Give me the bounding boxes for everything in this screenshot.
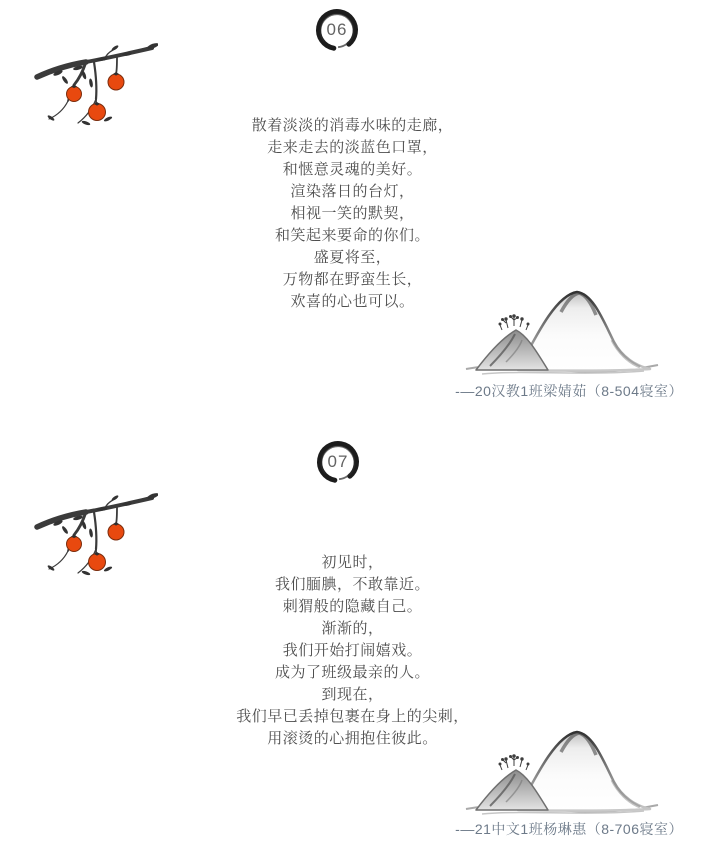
ink-mountain-icon bbox=[462, 710, 662, 816]
poem-line: 我们开始打闹嬉戏。 bbox=[282, 642, 423, 659]
poem-line: 渲染落日的台灯， bbox=[290, 183, 415, 200]
poem-line: 我们腼腆，不敢靠近。 bbox=[274, 576, 430, 593]
poem-line: 欢喜的心也可以。 bbox=[290, 293, 415, 310]
attribution: -—21中文1班杨琳惠（8-706寝室） bbox=[455, 821, 683, 837]
poem-line: 散着淡淡的消毒水味的走廊， bbox=[251, 117, 454, 134]
poem-line: 盛夏将至， bbox=[313, 249, 392, 266]
poem-line: 和惬意灵魂的美好。 bbox=[282, 161, 423, 178]
poem-line: 渐渐的， bbox=[321, 620, 384, 637]
poem-line: 走来走去的淡蓝色口罩， bbox=[267, 139, 438, 156]
poem-line: 成为了班级最亲的人。 bbox=[274, 664, 430, 681]
poem-line: 到现在， bbox=[321, 686, 384, 703]
poem-line: 刺猬般的隐藏自己。 bbox=[282, 598, 423, 615]
section-number: 07 bbox=[327, 452, 349, 471]
poem-section-07 bbox=[0, 422, 705, 845]
ink-mountain-icon bbox=[462, 270, 662, 376]
poem-section-06 bbox=[0, 0, 705, 422]
attribution: -—20汉教1班梁婧茹（8-504寝室） bbox=[455, 383, 683, 399]
poem-line: 和笑起来要命的你们。 bbox=[274, 227, 430, 244]
poem-line: 用滚烫的心拥抱住彼此。 bbox=[267, 730, 438, 747]
poem-line: 万物都在野蛮生长， bbox=[282, 271, 423, 288]
poem-line: 相视一笑的默契， bbox=[290, 205, 415, 222]
section-number-badge bbox=[315, 439, 361, 485]
section-number-badge bbox=[314, 7, 360, 53]
section-number: 06 bbox=[326, 20, 348, 39]
poem-line: 初见时， bbox=[321, 554, 384, 571]
poem-line: 我们早已丢掉包裹在身上的尖刺， bbox=[236, 708, 469, 725]
